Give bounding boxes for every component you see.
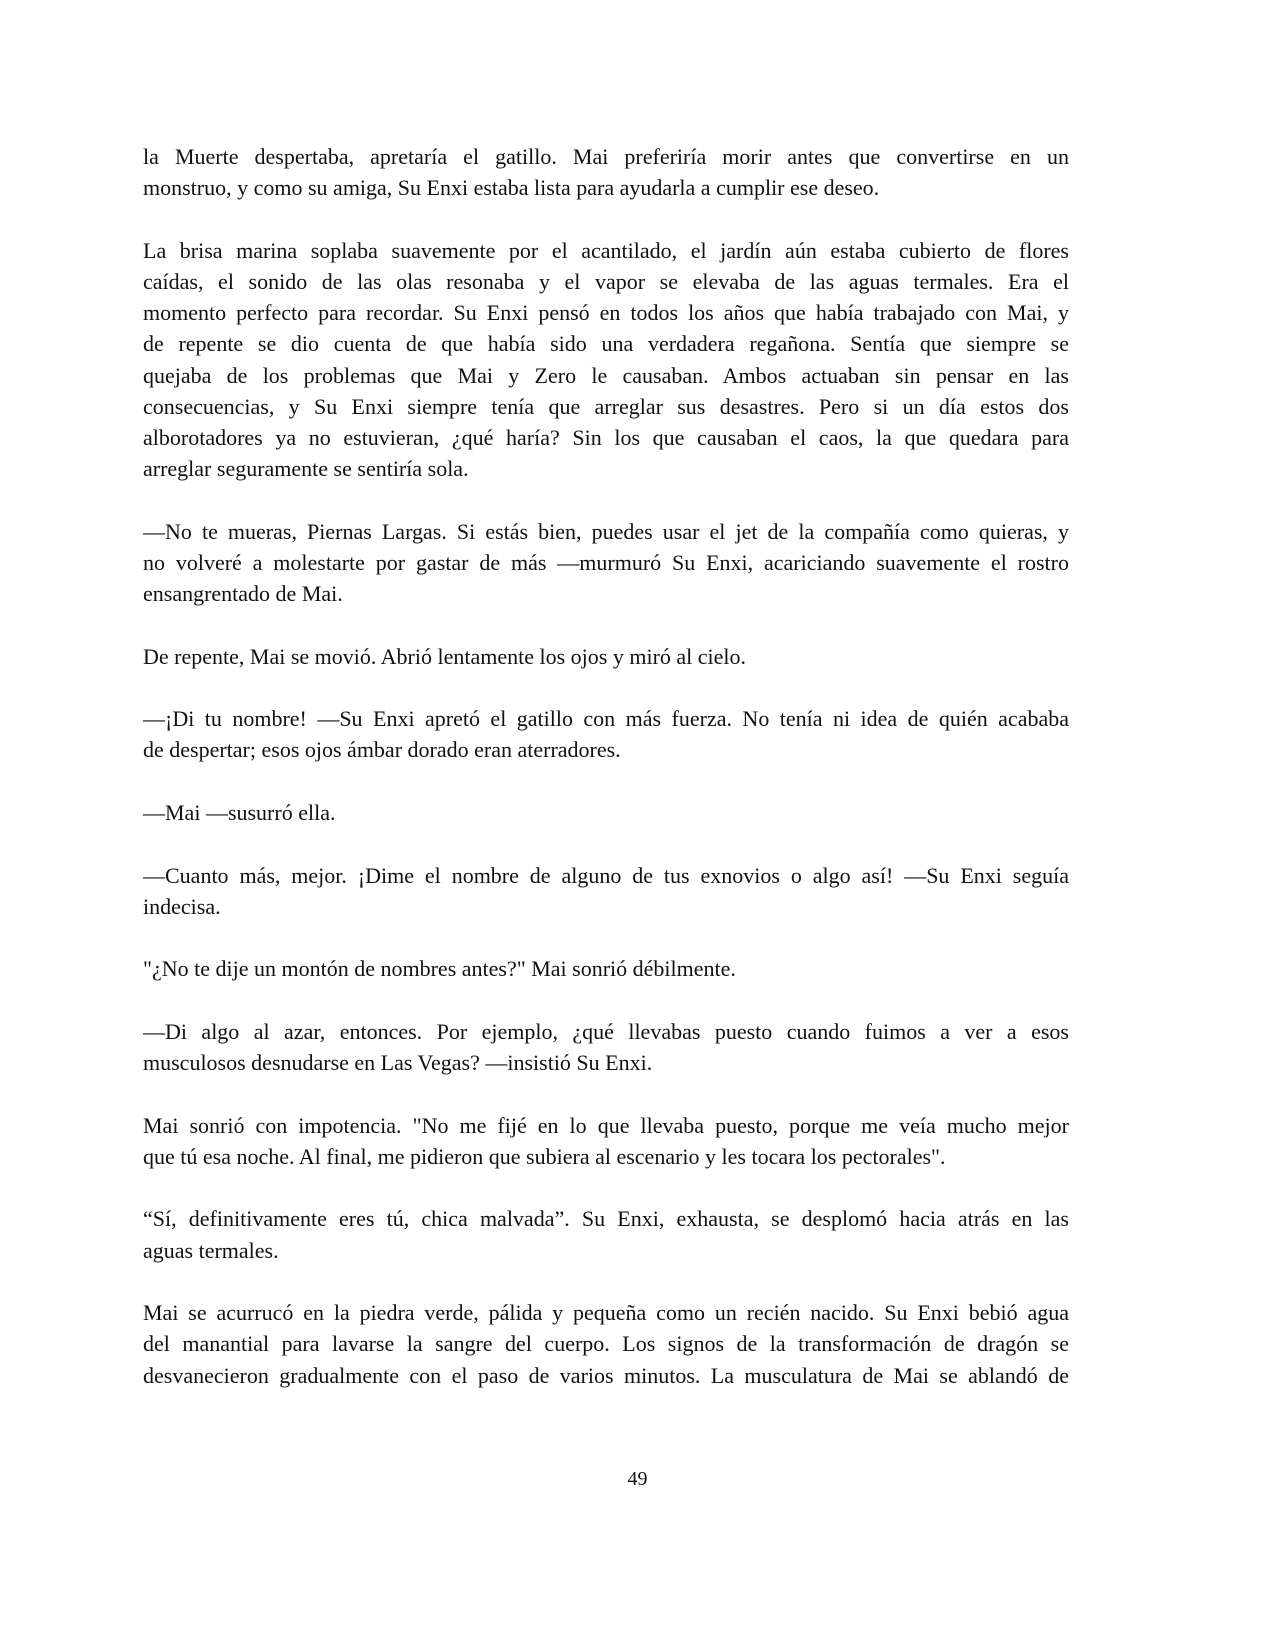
paragraph: [143, 1297, 1069, 1391]
text-line: —¡Di tu nombre! —Su Enxi apretó el gatillo con más fuerza. No tenía ni idea de quién acababa: [143, 706, 1069, 732]
paragraph: [143, 953, 1069, 984]
text-line: la Muerte despertaba, apretaría el gatillo. Mai preferiría morir antes que convertirse en un: [143, 144, 1069, 169]
text-line: de despertar; esos ojos ámbar dorado eran aterradores.: [143, 737, 621, 763]
text-line: musculosos desnudarse en Las Vegas? —insistió Su Enxi.: [143, 1050, 653, 1076]
paragraph: [143, 141, 1069, 203]
text-line: no volveré a molestarte por gastar de más —murmuró Su Enxi, acariciando suavemente el rostro: [143, 549, 1069, 575]
text-line: —Di algo al azar, entonces. Por ejemplo, ¿qué llevabas puesto cuando fuimos a ver a esos: [143, 1018, 1069, 1044]
text-line: arreglar seguramente se sentiría sola.: [143, 456, 469, 482]
text-line: indecisa.: [143, 893, 221, 919]
text-line: momento perfecto para recordar. Su Enxi pensó en todos los años que había trabajado con Mai, y: [143, 300, 1069, 326]
paragraph: [143, 1203, 1069, 1265]
text-line: —Cuanto más, mejor. ¡Dime el nombre de alguno de tus exnovios o algo así! —Su Enxi seguía: [143, 862, 1069, 888]
text-line: —No te mueras, Piernas Largas. Si estás bien, puedes usar el jet de la compañía como quieras, y: [143, 518, 1069, 544]
paragraph: [143, 703, 1069, 765]
paragraph: [143, 1110, 1069, 1172]
paragraph: [143, 235, 1069, 485]
text-line: —Mai —susurró ella.: [143, 799, 336, 825]
page-number: 49: [627, 1468, 648, 1490]
paragraph: [143, 1016, 1069, 1078]
text-line: del manantial para lavarse la sangre del cuerpo. Los signos de la transformación de dragón se: [143, 1331, 1069, 1357]
text-line: De repente, Mai se movió. Abrió lentamente los ojos y miró al cielo.: [143, 643, 747, 669]
text-line: Mai se acurrucó en la piedra verde, pálida y pequeña como un recién nacido. Su Enxi bebió agua: [143, 1300, 1069, 1326]
text-line: Mai sonrió con impotencia. "No me fijé en lo que llevaba puesto, porque me veía mucho mejor: [143, 1112, 1069, 1138]
page-body: [143, 141, 1069, 1422]
text-line: caídas, el sonido de las olas resonaba y el vapor se elevaba de las aguas termales. Era el: [143, 268, 1069, 294]
text-line: que tú esa noche. Al final, me pidieron que subiera al escenario y les tocara los pectorales".: [143, 1143, 946, 1169]
text-line: consecuencias, y Su Enxi siempre tenía que arreglar sus desastres. Pero si un día estos dos: [143, 393, 1069, 419]
paragraph: [143, 641, 1069, 672]
text-line: alborotadores ya no estuvieran, ¿qué haría? Sin los que causaban el caos, la que quedara para: [143, 424, 1069, 450]
paragraph: [143, 860, 1069, 922]
text-line: monstruo, y como su amiga, Su Enxi estaba lista para ayudarla a cumplir ese deseo.: [143, 175, 880, 201]
text-line: ensangrentado de Mai.: [143, 581, 343, 607]
paragraph: [143, 797, 1069, 828]
paragraph: [143, 516, 1069, 610]
text-line: aguas termales.: [143, 1237, 279, 1263]
text-line: “Sí, definitivamente eres tú, chica malvada”. Su Enxi, exhausta, se desplomó hacia atrás en las: [143, 1206, 1069, 1232]
text-line: desvanecieron gradualmente con el paso de varios minutos. La musculatura de Mai se ablandó de: [143, 1362, 1069, 1388]
text-line: de repente se dio cuenta de que había sido una verdadera regañona. Sentía que siempre se: [143, 331, 1069, 357]
text-line: "¿No te dije un montón de nombres antes?" Mai sonrió débilmente.: [143, 956, 736, 982]
text-line: La brisa marina soplaba suavemente por el acantilado, el jardín aún estaba cubierto de flores: [143, 237, 1069, 263]
text-line: quejaba de los problemas que Mai y Zero le causaban. Ambos actuaban sin pensar en las: [143, 362, 1069, 388]
